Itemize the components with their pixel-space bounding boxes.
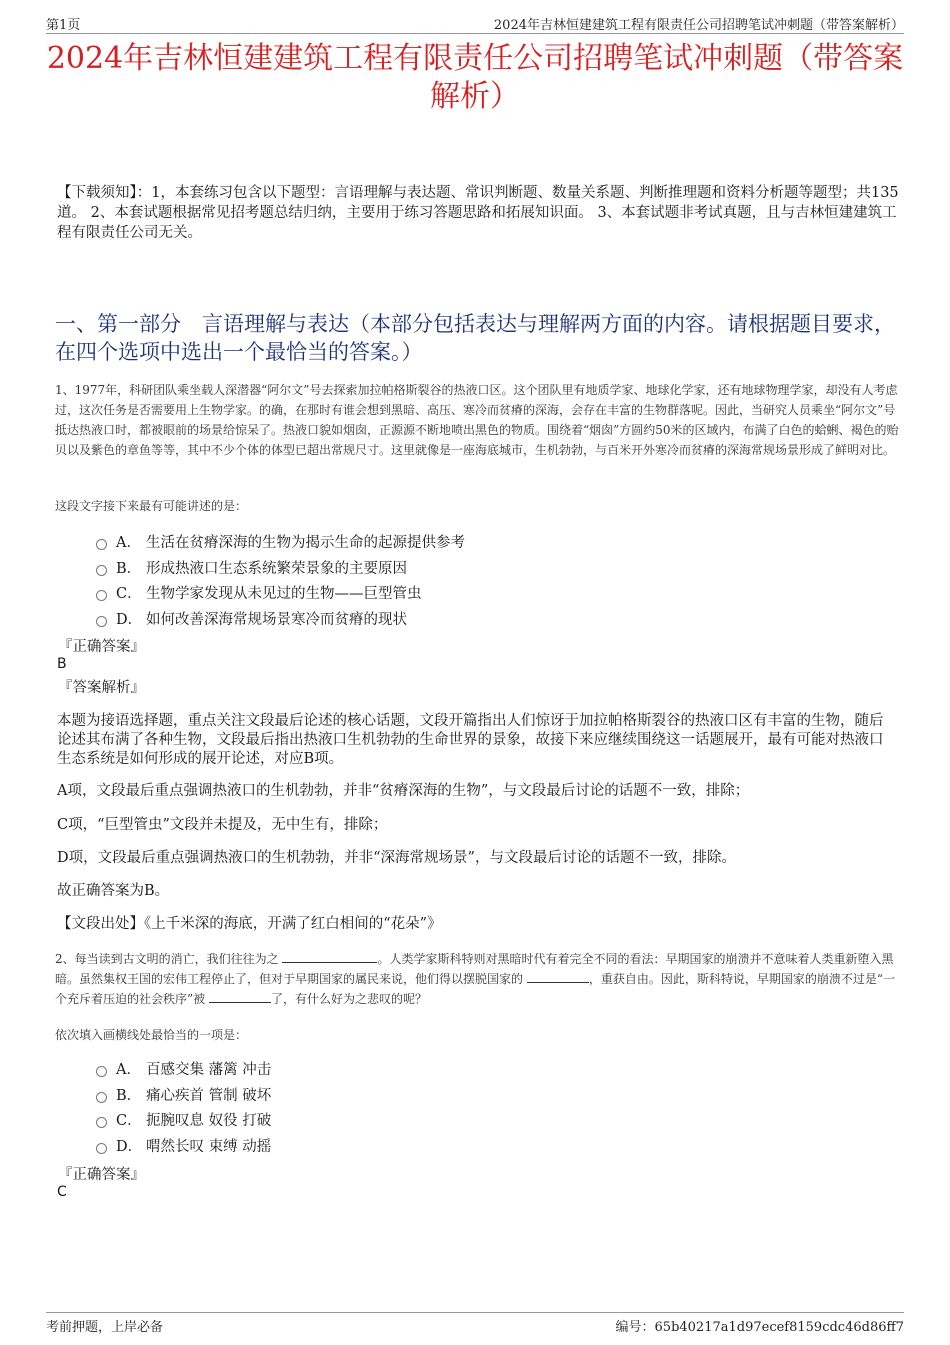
question-1-stem-block xyxy=(55,380,904,460)
question-2-prompt-block xyxy=(55,1026,904,1044)
option-text: 百感交集 藩篱 冲击 xyxy=(146,1062,272,1079)
question-2-option-b[interactable]: B． 痛心疾首 管制 破坏 xyxy=(96,1082,796,1108)
question-1-stem: 1、1977年，科研团队乘坐载人深潜器“阿尔文”号去探索加拉帕格斯裂谷的热液口区。这个团队里有地质学家、地球化学家，还有地球物理学家，却没有人考虑过，这次任务是否需要用上生物学家。的确，在那时有谁会想到黑暗、高压、寒冷而贫瘠的深海，会存在丰富的生物群落呢。因此，当研究人员乘坐“阿尔文”号抵达热液口时，都被眼前的场景给惊呆了。热液口貌如烟囱，正源源不断地喷出黑色的物质。围绕着“烟囱”方圆约50米的区域内，布满了白色的蛤蜊、褐色的贻贝以及紫色的章鱼等等，其中不少个体的体型已超出常规尺寸。这里就像是一座海底城市，生机勃勃，与百米开外寒冷而贫瘠的深海常规场景形成了鲜明对比。 xyxy=(55,383,899,457)
fill-blank[interactable] xyxy=(527,970,589,983)
radio-icon[interactable] xyxy=(96,1117,107,1128)
radio-icon[interactable] xyxy=(96,1066,107,1077)
question-2-option-c[interactable]: C． 扼腕叹息 奴役 打破 xyxy=(96,1107,796,1133)
page-footer xyxy=(46,1312,904,1333)
question-1-source: 【文段出处】《上千米深的海底，开满了红白相间的“花朵”》 xyxy=(57,916,442,932)
download-notice: 【下载须知】：1，本套练习包含以下题型：言语理解与表达题、常识判断题、数量关系题、判断推理题和资料分析题等题型；共135道。 2、本套试题根据常见招考题总结归纳，主要用于练习答题思路和拓展知识面。 3、本套试题非考试真题，且与吉林恒建建筑工程有限责任公司无关。 xyxy=(57,185,899,241)
radio-icon[interactable] xyxy=(96,539,107,550)
page-header xyxy=(46,13,904,34)
radio-icon[interactable] xyxy=(96,616,107,627)
question-2-prompt: 依次填入画横线处最恰当的一项是： xyxy=(55,1028,248,1042)
question-1-option-d[interactable]: D． 如何改善深海常规场景寒冷而贫瘠的现状 xyxy=(96,606,796,632)
analysis-paragraph: D项，文段最后重点强调热液口的生机勃勃，并非“深海常规场景”，与文段最后讨论的话题不一致，排除。 xyxy=(57,850,736,866)
fill-blank[interactable] xyxy=(282,950,377,963)
question-1-option-c[interactable]: C． 生物学家发现从未见过的生物——巨型管虫 xyxy=(96,580,796,606)
question-1-option-b[interactable]: B． 形成热液口生态系统繁荣景象的主要原因 xyxy=(96,555,796,581)
analysis-paragraph: A项，文段最后重点强调热液口的生机勃勃，并非“贫瘠深海的生物”，与文段最后讨论的话题不一致，排除； xyxy=(57,783,750,799)
footer-serial-number: 编号：65b40217a1d97ecef8159cdc46d86ff7 xyxy=(615,1320,904,1335)
question-1-analysis-label: 『答案解析』 xyxy=(58,680,145,696)
radio-icon[interactable] xyxy=(96,565,107,576)
page-number: 第1页 xyxy=(46,18,81,33)
question-2-options xyxy=(96,1056,796,1158)
radio-icon[interactable] xyxy=(96,590,107,601)
radio-icon[interactable] xyxy=(96,1092,107,1103)
question-2-stem: 2、每当读到古文明的消亡，我们往往为之 。人类学家斯科特则对黑暗时代有着完全不同的看法：早期国家的崩溃并不意味着人类重新堕入黑暗。虽然集权王国的宏伟工程停止了，但对于早期国家的属民来说，他们得以摆脱国家的 ，重获自由。因此，斯科特说，早期国家的崩溃不过是“一个充斥着压迫的社会秩序”被 了，有什么好为之悲叹的呢？ xyxy=(55,952,895,1006)
question-1-option-a[interactable]: A． 生活在贫瘠深海的生物为揭示生命的起源提供参考 xyxy=(96,529,796,555)
header-doc-title: 2024年吉林恒建建筑工程有限责任公司招聘笔试冲刺题（带答案解析） xyxy=(493,18,904,33)
question-1-answer: B xyxy=(57,656,67,672)
option-text: 如何改善深海常规场景寒冷而贫瘠的现状 xyxy=(146,611,407,628)
page-title: 2024年吉林恒建建筑工程有限责任公司招聘笔试冲刺题（带答案解析） xyxy=(46,41,904,114)
option-text: 喟然长叹 束缚 动摇 xyxy=(146,1138,272,1155)
question-2-option-a[interactable]: A． 百感交集 藩篱 冲击 xyxy=(96,1056,796,1082)
radio-icon[interactable] xyxy=(96,1143,107,1154)
question-1-answer-label: 『正确答案』 xyxy=(58,639,145,655)
analysis-paragraph: C项，“巨型管虫”文段并未提及，无中生有，排除； xyxy=(57,817,388,833)
analysis-paragraph: 故正确答案为B。 xyxy=(57,883,170,899)
option-text: 扼腕叹息 奴役 打破 xyxy=(146,1113,272,1130)
option-text: 生物学家发现从未见过的生物——巨型管虫 xyxy=(146,586,422,603)
footer-slogan: 考前押题，上岸必备 xyxy=(46,1320,164,1335)
option-text: 生活在贫瘠深海的生物为揭示生命的起源提供参考 xyxy=(146,535,465,552)
question-2-answer: C xyxy=(57,1184,67,1200)
question-1-prompt-block xyxy=(55,497,904,515)
question-1-options xyxy=(96,529,796,631)
question-1-prompt: 这段文字接下来最有可能讲述的是： xyxy=(55,499,248,513)
section-heading: 一、第一部分 言语理解与表达（本部分包括表达与理解两方面的内容。请根据题目要求，在四个选项中选出一个最恰当的答案。） xyxy=(55,312,895,364)
question-2-option-d[interactable]: D． 喟然长叹 束缚 动摇 xyxy=(96,1133,796,1159)
option-text: 形成热液口生态系统繁荣景象的主要原因 xyxy=(146,560,407,577)
option-text: 痛心疾首 管制 破坏 xyxy=(146,1087,272,1104)
analysis-paragraph: 本题为接语选择题，重点关注文段最后论述的核心话题，文段开篇指出人们惊讶于加拉帕格斯裂谷的热液口区有丰富的生物，随后论述其布满了各种生物，文段最后指出热液口生机勃勃的生命世界的景象，故接下来应继续围绕这一话题展开，最有可能对热液口生态系统是如何形成的展开论述，对应B项。 xyxy=(57,713,884,767)
fill-blank[interactable] xyxy=(209,990,271,1003)
question-2-stem-block xyxy=(55,949,904,1009)
question-2-answer-label: 『正确答案』 xyxy=(58,1167,145,1183)
